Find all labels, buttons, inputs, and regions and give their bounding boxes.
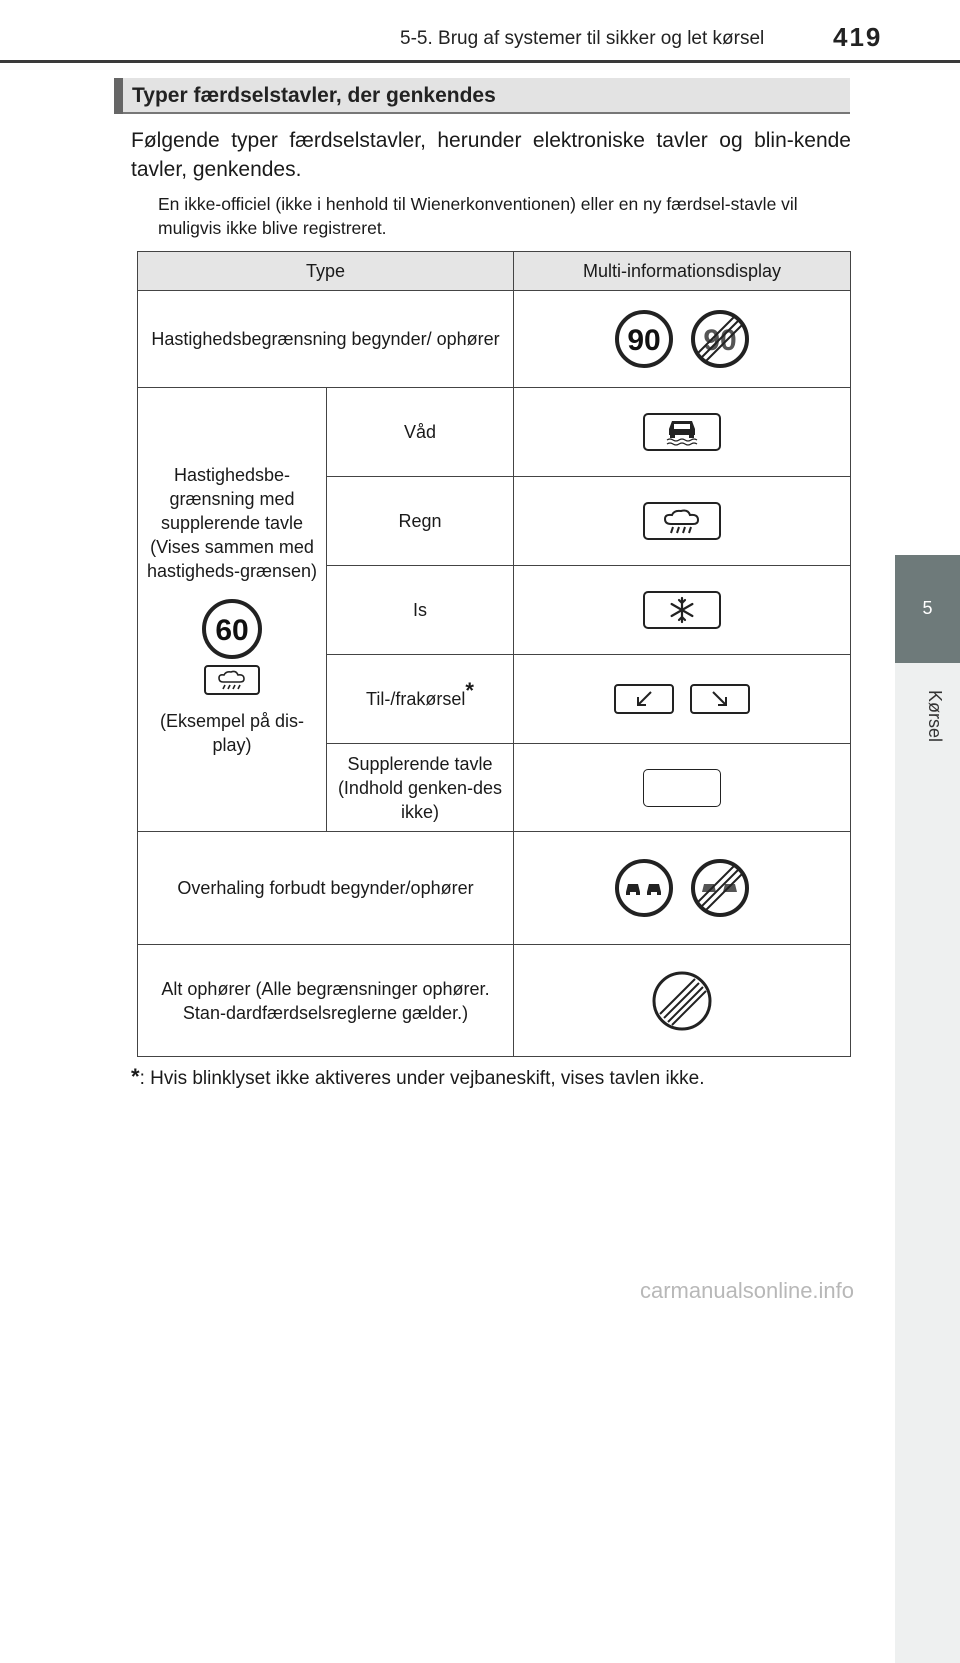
table-header-display [513, 251, 851, 291]
arrow-down-left-icon [633, 688, 655, 710]
row-wet-label-text: Våd [403, 422, 437, 442]
example-speed-value: 60 [215, 613, 249, 647]
wet-road-car-icon [662, 417, 702, 447]
row-ice-label [326, 565, 514, 655]
rain-plate [643, 502, 721, 540]
row-ice-label-text: Is [412, 600, 427, 620]
row-supplementary-label-text: Hastighedsbe-grænsning med supplerende tavle (Vises sammen med hastigheds-grænsen) [146, 464, 318, 581]
row-overtaking-display [513, 831, 851, 945]
row-speed-label [137, 290, 514, 388]
row-overtaking-label [137, 831, 514, 945]
row-rain-label-text: Regn [398, 511, 442, 531]
row-unknown-label [326, 743, 514, 832]
row-ramp-label-text: Til-/frakørsel [366, 689, 466, 709]
header-rule [0, 60, 960, 63]
chapter-label: Kørsel [925, 690, 945, 743]
footnote-text: : Hvis blinklyset ikke aktiveres under vejbaneskift, vises tavlen ikke. [139, 1068, 705, 1089]
row-wet-label [326, 387, 514, 477]
arrow-down-right-icon [709, 688, 731, 710]
watermark: carmanualsonline.info [640, 1278, 855, 1303]
chapter-number: 5 [922, 598, 933, 618]
speed-limit-end-icon [690, 309, 750, 369]
row-rain-display [513, 476, 851, 566]
table-header-type-label: Type [305, 261, 346, 281]
ramp-entry-plate [614, 684, 674, 714]
speed-limit-start-value: 90 [627, 324, 661, 357]
row-wet-display [513, 387, 851, 477]
footnote [131, 1064, 705, 1090]
section-title-accent [114, 78, 123, 114]
row-speed-display [513, 290, 851, 388]
no-overtaking-end-icon [690, 858, 750, 918]
table-header-type [137, 251, 514, 291]
page-number: 419 [833, 22, 883, 52]
wet-plate [643, 413, 721, 451]
row-rain-label [326, 476, 514, 566]
row-ramp-display [513, 654, 851, 744]
end-all-restrictions-icon [651, 970, 713, 1032]
footnote-marker: * [131, 1064, 140, 1089]
row-overtaking-label-text: Overhaling forbudt begynder/ophører [177, 878, 474, 898]
row-unknown-display [513, 743, 851, 832]
snowflake-icon [668, 596, 696, 624]
example-caption: (Eksempel på dis-play) [159, 710, 305, 755]
row-ice-display [513, 565, 851, 655]
section-heading: 5-5. Brug af systemer til sikker og let kørsel [400, 28, 765, 49]
row-supplementary-label [137, 387, 327, 832]
row-ramp-footnote-marker: * [465, 678, 474, 703]
chapter-strip [895, 663, 960, 1663]
section-title: Typer færdselstavler, der genkendes [132, 84, 496, 107]
note-paragraph: En ikke-officiel (ikke i henhold til Wienerkonventionen) eller en ny færdsel-stavle vil muligvis ikke blive registreret. [158, 194, 798, 238]
rain-cloud-icon [215, 669, 249, 691]
ramp-exit-plate [690, 684, 750, 714]
ice-plate [643, 591, 721, 629]
row-speed-label-text: Hastighedsbegrænsning begynder/ ophører [151, 329, 500, 349]
rain-cloud-icon [660, 507, 704, 535]
row-end-all-display [513, 944, 851, 1057]
intro-paragraph: Følgende typer færdselstavler, herunder elektroniske tavler og blin-kende tavler, genkendes. [131, 129, 851, 181]
example-rain-plate [204, 665, 260, 695]
table-header-display-label: Multi-informationsdisplay [582, 261, 782, 281]
blank-plate [643, 769, 721, 807]
no-overtaking-icon [614, 858, 674, 918]
row-end-all-label-text: Alt ophører (Alle begrænsninger ophører. Stan-dardfærdselsreglerne gælder.) [161, 978, 490, 1023]
example-speed-sign-icon [200, 597, 264, 661]
row-unknown-label-text: Supplerende tavle (Indhold genken-des ikke) [337, 753, 503, 822]
row-end-all-label [137, 944, 514, 1057]
speed-limit-start-icon [614, 309, 674, 369]
row-ramp-label [326, 654, 514, 744]
speed-limit-end-value: 90 [703, 324, 737, 357]
